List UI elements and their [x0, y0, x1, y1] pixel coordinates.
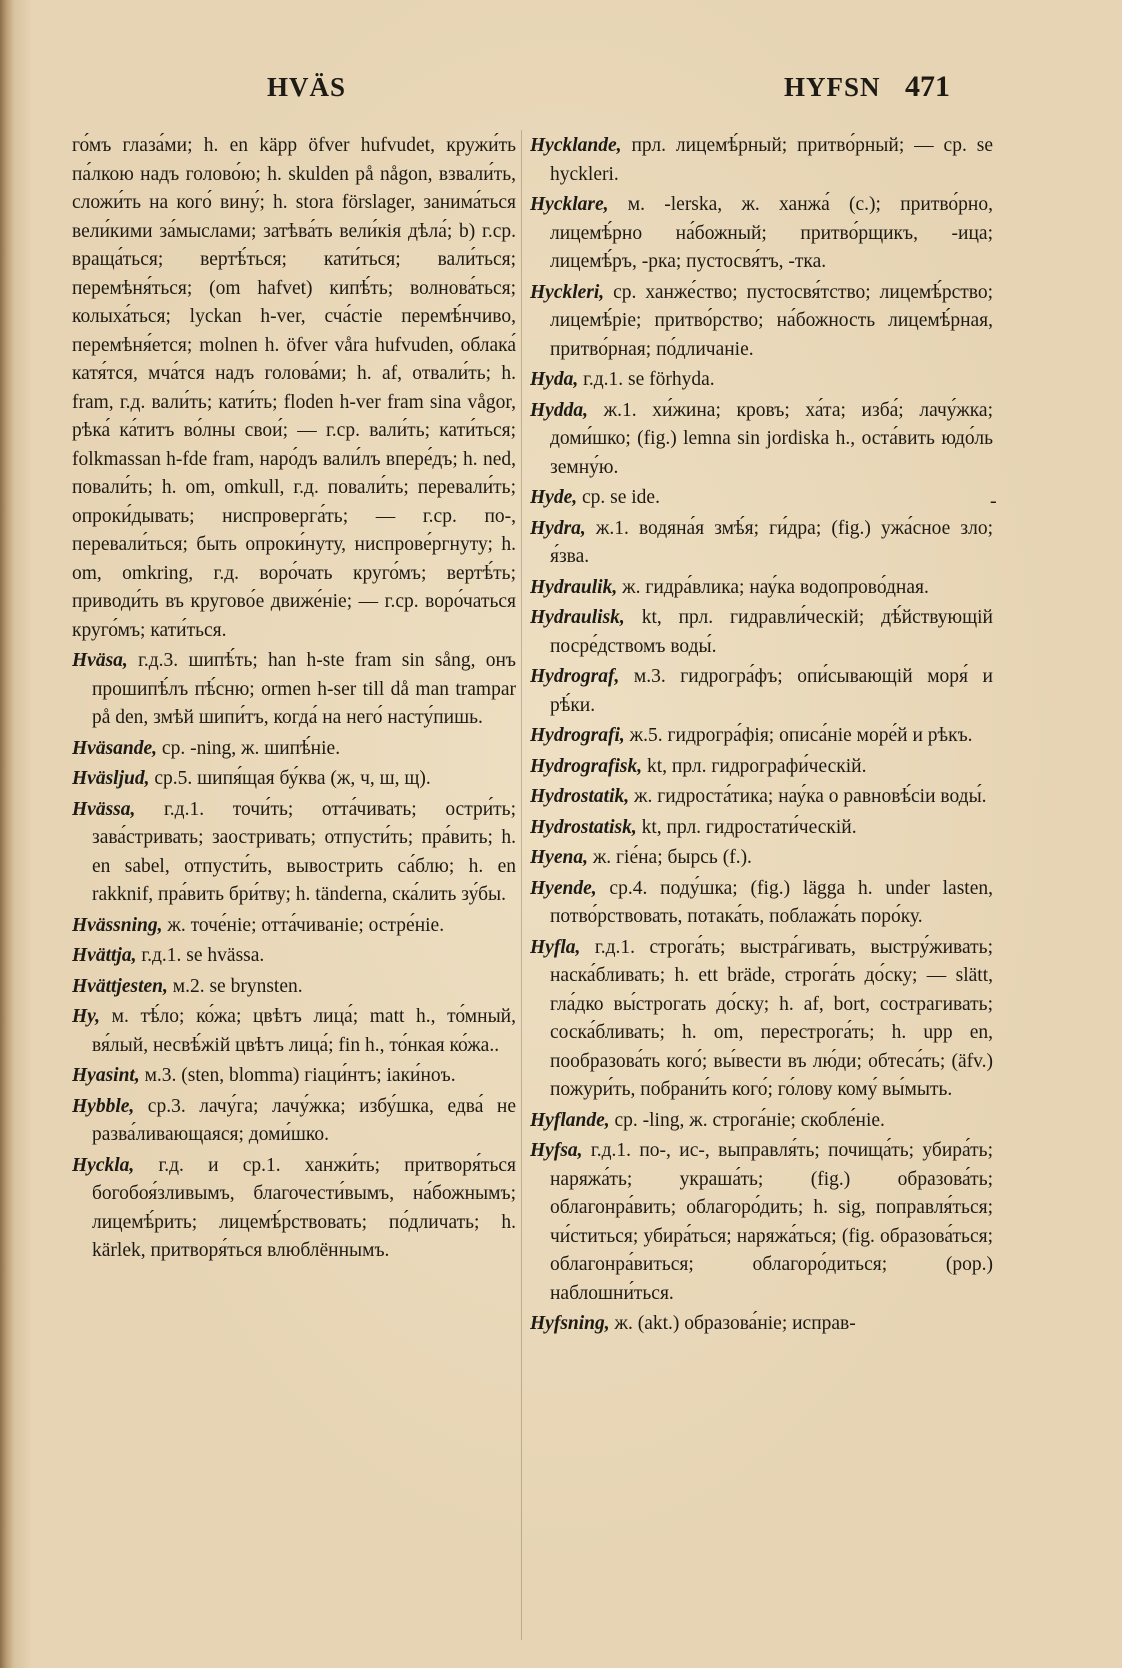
entry-headword: Hyda,	[530, 369, 579, 390]
dictionary-entry	[530, 366, 993, 395]
dictionary-entry	[72, 1093, 516, 1150]
entry-definition: ж.1. водяна́я змѣ́я; ги́дра; (fig.) ужа́сное зло; я́зва.	[550, 517, 993, 567]
page-number: 471	[905, 70, 950, 103]
entry-headword: Hyasint,	[72, 1065, 140, 1086]
dictionary-entry	[530, 722, 993, 751]
dictionary-entry	[530, 875, 993, 932]
dictionary-entry	[530, 1107, 993, 1136]
entry-definition: kt, прл. гидрографи́ческій.	[642, 755, 867, 777]
entry-headword: Hydrostatisk,	[530, 816, 637, 838]
dictionary-entry	[72, 796, 516, 910]
dictionary-entry	[530, 814, 993, 843]
entry-definition: м.3. (sten, blomma) гіаци́нтъ; іаки́ноъ.	[139, 1065, 456, 1086]
entry-definition: прл. лицемѣ́рный; притво́рный; — ср. se hyckleri.	[550, 135, 993, 185]
entry-definition: м.3. гидрогра́фъ; опи́сывающій моря́ и рѣ́ки.	[550, 666, 993, 716]
entry-definition: ж. гидроста́тика; нау́ка о равновѣ́сіи воды́.	[629, 786, 987, 807]
entry-definition: kt, прл. гидростати́ческій.	[636, 816, 857, 838]
entry-headword: Hydra,	[530, 517, 586, 539]
entry-headword: Hyfsa,	[530, 1140, 583, 1161]
entry-definition: м.2. se brynsten.	[167, 975, 303, 997]
dictionary-entry	[530, 1310, 993, 1339]
dictionary-entry	[72, 942, 516, 971]
entry-headword: Hvässa,	[72, 798, 136, 820]
entry-headword: Hyflande,	[530, 1109, 610, 1131]
dictionary-entry	[530, 663, 993, 720]
entry-headword: Hydda,	[530, 399, 588, 421]
entry-headword: Hydrografisk,	[530, 755, 643, 777]
entry-headword: Hväsa,	[72, 650, 128, 671]
entry-definition: ср. -ling, ж. строга́ніе; скобле́ніе.	[609, 1109, 885, 1131]
entry-definition: ср.5. шипя́щая бу́ква (ж, ч, ш, щ).	[149, 768, 431, 789]
page-header	[0, 72, 1122, 114]
entry-headword: Hybble,	[72, 1095, 135, 1117]
entry-headword: Hyckleri,	[530, 281, 605, 303]
entry-definition: ср.4. поду́шка; (fig.) lägga h. under lasten, потво́рствовать, потака́ть, поблажа́ть поро́ку.	[550, 877, 993, 927]
column-divider	[521, 130, 522, 1640]
dictionary-entry	[530, 279, 993, 365]
dictionary-entry	[530, 574, 993, 603]
entry-headword: Hyfla,	[530, 936, 581, 958]
entry-headword: Hyfsning,	[530, 1313, 610, 1334]
dictionary-entry	[72, 132, 516, 645]
entry-definition: ж. точе́ніе; отта́чиваніе; остре́ніе.	[162, 914, 445, 936]
dictionary-entry	[530, 132, 993, 189]
dictionary-entry	[530, 604, 993, 661]
entry-headword: Hydraulik,	[530, 576, 618, 598]
dictionary-entry	[72, 647, 516, 733]
margin-mark: -	[990, 490, 997, 512]
dictionary-entry	[72, 1062, 516, 1091]
entry-headword: Hyende,	[530, 877, 597, 899]
dictionary-entry	[72, 765, 516, 794]
dictionary-entry	[530, 783, 993, 812]
entry-definition: г.д. и ср.1. ханжи́ть; притворя́ться богобоя́зливымъ, благочести́вымъ, на́божнымъ; лицемѣ́рить; лицемѣ́рствовать; по́дличать; h. kärlek, притворя́ться влюблённымъ.	[92, 1154, 516, 1261]
entry-headword: Hväsljud,	[72, 768, 150, 789]
dictionary-entry	[530, 844, 993, 873]
entry-headword: Hydrograf,	[530, 666, 620, 687]
entry-definition: м. тѣ́ло; ко́жа; цвѣтъ лица́; matt h., то́мный, вя́лый, несвѣ́жій цвѣтъ лица́; fin h., то́нкая ко́жа..	[92, 1006, 516, 1056]
entry-headword: Hydrografi,	[530, 725, 625, 746]
entry-definition: г.д.1. по-, ис-, выправля́ть; почища́ть; убира́ть; наряжа́ть; украша́ть; (fig.) образова́ть; облагонра́вить; облагоро́дить; h. sig, поправля́ться; чи́ститься; убира́ться; наряжа́ться; (fig. образова́ться; облагонра́виться; облагоро́диться; (pop.) наблошни́ться.	[550, 1140, 993, 1304]
entry-definition: г.д.1. se hvässa.	[136, 945, 265, 966]
entry-definition: ж. (akt.) образова́ніе; исправ-	[609, 1313, 856, 1334]
dictionary-entry	[530, 753, 993, 782]
entry-definition: ж.5. гидрогра́фія; описа́ніе море́й и рѣкъ.	[624, 725, 973, 746]
dictionary-entry	[72, 1003, 516, 1060]
entry-headword: Hydraulisk,	[530, 607, 625, 628]
dictionary-entry	[72, 735, 516, 764]
entry-headword: Hväsande,	[72, 737, 158, 759]
dictionary-entry	[72, 1152, 516, 1266]
running-head-right: HYFSN	[784, 72, 881, 102]
entry-definition: ж. гіе́на; бырсь (f.).	[587, 847, 752, 868]
entry-headword: Hyena,	[530, 847, 588, 868]
entry-definition: kt, прл. гидравли́ческій; дѣ́йствующій посре́дствомъ воды́.	[550, 607, 993, 657]
right-column	[530, 132, 993, 1652]
running-head-left: HVÄS	[267, 72, 347, 102]
entry-headword: Hvässning,	[72, 914, 163, 936]
dictionary-entry	[530, 484, 993, 513]
entry-definition: ж. гидра́влика; нау́ка водопрово́дная.	[617, 576, 929, 598]
entry-headword: Hy,	[72, 1006, 100, 1027]
entry-headword: Hvättja,	[72, 945, 137, 966]
dictionary-entry	[530, 1137, 993, 1308]
entry-headword: Hycklare,	[530, 194, 609, 215]
entry-definition: ср. ханже́ство; пустосвя́тство; лицемѣ́рство; лицемѣ́ріе; притво́рство; на́божность лицемѣ́рная, притво́рная; по́дличаніе.	[550, 281, 993, 360]
entry-definition: ср.3. лачу́га; лачу́жка; избу́шка, едва́ не разва́ливающаяся; доми́шко.	[92, 1095, 516, 1145]
entry-definition: г.д.1. строга́ть; выстра́гивать, выстру́живать; наска́бливать; h. ett bräde, строга́ть до́ску; — slätt, гла́дко вы́строгать до́ску; h. af, bort, сострагивать; соска́бливать; h. om, перестрога́ть; h. upp en, пообразова́ть кого́; вы́вести въ лю́ди; обтеса́ть; (äfv.) пожури́ть, побрани́ть кого́; го́лову кому́ вы́мыть.	[550, 936, 993, 1100]
dictionary-entry	[72, 912, 516, 941]
entry-headword: Hydrostatik,	[530, 786, 630, 807]
entry-headword: Hycklande,	[530, 135, 622, 156]
dictionary-entry	[530, 934, 993, 1105]
entry-definition: г.д.1. se förhyda.	[578, 369, 715, 390]
entry-definition: г.д.3. шипѣ́ть; han h-ste fram sin sång, онъ прошипѣ́лъ пѣ́сню; ormen h-ser till då man trampar på den, змѣй шипи́тъ, когда́ на него́ насту́пишь.	[92, 650, 516, 728]
entry-definition: ср. se ide.	[577, 487, 660, 508]
entry-definition: м. -lerska, ж. ханжа́ (с.); притво́рно, лицемѣ́рно на́божный; притво́рщикъ, -ица; лицемѣ́ръ, -рка; пустосвя́тъ, -тка.	[550, 194, 993, 272]
dictionary-entry	[530, 191, 993, 277]
entry-headword: Hyckla,	[72, 1154, 135, 1176]
dictionary-entry	[530, 397, 993, 483]
dictionary-entry	[530, 515, 993, 572]
entry-definition: ж.1. хи́жина; кровъ; ха́та; изба́; лачу́жка; доми́шко; (fig.) lemna sin jordiska h., оста́вить юдо́ль земну́ю.	[550, 399, 993, 478]
entry-headword: Hyde,	[530, 487, 578, 508]
dictionary-entry	[72, 973, 516, 1002]
entry-definition: го́мъ глаза́ми; h. en käpp öfver hufvudet, кружи́ть па́лкою надъ голово́ю; h. skulden på någon, взвали́ть, сложи́ть на кого́ вину́; h. stora förslager, занима́ться вели́кими за́мыслами; затѣва́ть вели́кія дѣла́; b) г.ср. враща́ться; вертѣ́ться; кати́ться; вали́ться; перемѣня́ться; (om hafvet) кипѣ́ть; волнова́ться; колыха́ться; lyckan h-ver, сча́стіе перемѣ́нчиво, перемѣня́ется; molnen h. öfver våra hufvuden, облака́ катя́тся, мча́тся надъ голова́ми; h. af, отвали́ть; h. fram, г.д. вали́ть; кати́ть; floden h-ver fram sina vågor, рѣка́ ка́титъ во́лны свои́; — г.ср. вали́ть; кати́ться; folkmassan h-fde fram, наро́дъ вали́лъ впере́дъ; h. ned, повали́ть; h. om, omkull, г.д. повали́ть; перевали́ть; опроки́дывать; ниспроверга́ть; — г.ср. по-, перевали́ться; быть опроки́нуту, ниспрове́ргнуту; h. om, omkring, г.д. воро́чать круго́мъ; вертѣ́ть; приводи́ть въ кругово́е движе́ніе; — г.ср. воро́чаться круго́мъ; кати́ться.	[72, 135, 516, 641]
entry-headword: Hvättjesten,	[72, 975, 168, 997]
entry-definition: г.д.1. точи́ть; отта́чивать; остри́ть; зава́стривать; заостривать; отпусти́ть; пра́вить; h. en sabel, отпусти́ть, вывострить са́блю; h. en rakknif, пра́вить бри́тву; h. tänderna, ска́лить зу́бы.	[92, 798, 516, 905]
left-column	[72, 132, 516, 1652]
entry-definition: ср. -ning, ж. шипѣ́ніе.	[157, 737, 341, 759]
